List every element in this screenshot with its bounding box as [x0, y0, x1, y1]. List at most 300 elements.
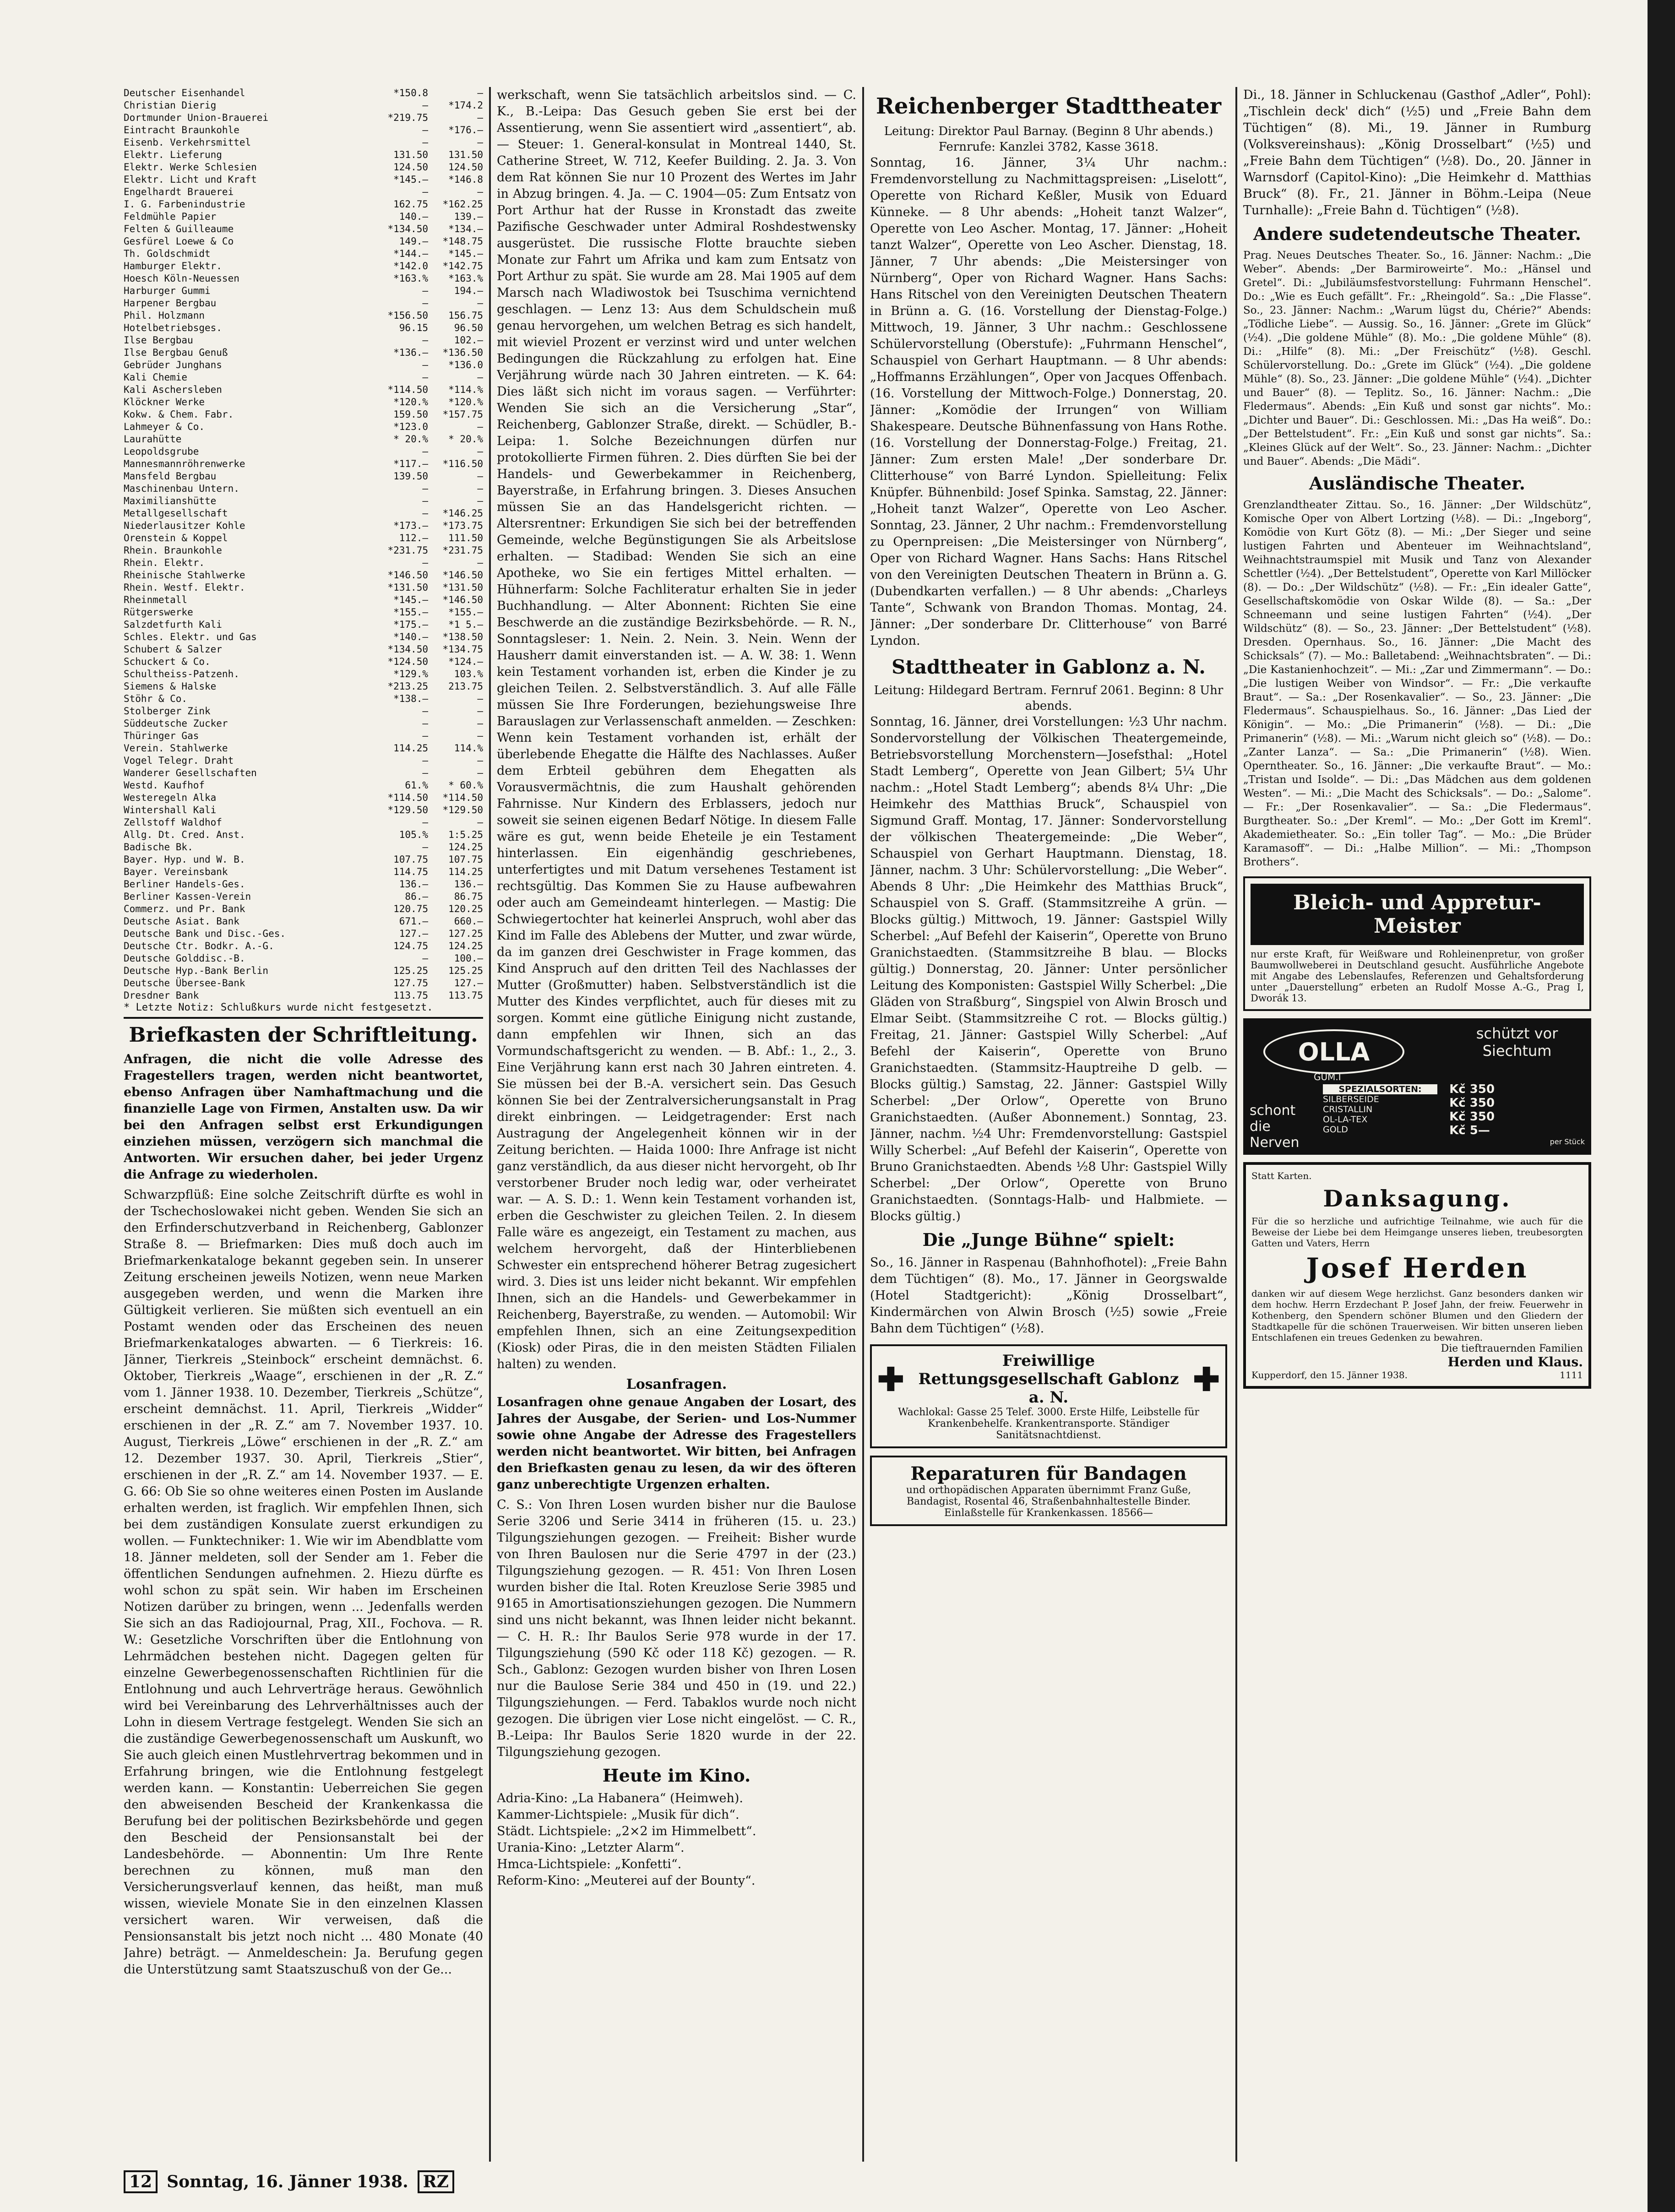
- stock-value: *176.—: [448, 125, 483, 136]
- dank-text2: danken wir auf diesem Wege herzlichst. Ganz besonders danken wir dem hochw. Herrn Erzdechant P. Josef Jahn, der freiw. Feuerwehr in Kothenberg, den Spendern schöner Blumen und den Gliedern der Stadtkapelle für die schönen Trauerweisen. Wir bitten unseren lieben Entschlafenen ein treues Gedenken zu bewahren.: [1251, 1288, 1583, 1343]
- stock-name: Th. Goldschmidt: [124, 248, 211, 259]
- stock-name: Dresdner Bank: [124, 990, 199, 1001]
- stock-value: *162.25: [442, 199, 483, 210]
- dank-place: Kupperdorf, den 15. Jänner 1938.: [1251, 1370, 1408, 1380]
- stock-name: Orenstein & Koppel: [124, 533, 228, 543]
- stock-value: —: [422, 186, 428, 197]
- stock-value: *129.%: [393, 668, 428, 679]
- stock-value: 102.—: [454, 335, 483, 346]
- stock-name: Westd. Kaufhof: [124, 780, 205, 791]
- stock-value: 139.—: [454, 211, 483, 222]
- stock-value: 86.—: [405, 891, 428, 902]
- stock-name: Rheinmetall: [124, 594, 188, 605]
- stock-name: Gesfürel Loewe & Co: [124, 236, 234, 247]
- stock-name: Klöckner Werke: [124, 397, 205, 408]
- stock-name: Schles. Elektr. und Gas: [124, 631, 257, 642]
- stock-value: —: [422, 100, 428, 111]
- stock-value: *146.25: [442, 508, 483, 519]
- stock-value: 120.25: [448, 903, 483, 914]
- stock-name: Engelhardt Brauerei: [124, 186, 234, 197]
- buehne-continued: Di., 18. Jänner in Schluckenau (Gasthof „Adler“, Pohl): „Tischlein deck' dich“ (½5) und „Freie Bahn dem Tüchtigen“ (8). Mi., 19. Jänner in Rumburg (Volksvereinshaus): „König Drosselbart“ (½5) und „Freie Bahn dem Tüchtigen“ (½8). Do., 20. Jänner in Warnsdorf (Capitol-Kino): „Die Heimkehr d. Matthias Bruck“ (8). Fr., 21. Jänner in Böhm.-Leipa (Neue Turnhalle): „Freie Bahn d. Tüchtigen“ (½8).: [1243, 88, 1591, 217]
- bleich-text: nur erste Kraft, für Weißware und Rohleinenpretur, von großer Baumwollweberei in Deutschland gesucht. Ausführliche Angebote mit Angabe des Lebenslaufes, Referenzen und Gehaltsforderung unter „Dauerstellung“ erbeten an Rudolf Mosse A.-G., Prag I, Dworák 13.: [1251, 949, 1584, 1004]
- stock-name: Gebrüder Junghans: [124, 359, 222, 370]
- stock-value: —: [422, 298, 428, 309]
- stock-value: 125.25: [448, 965, 483, 976]
- stock-value: *142.0: [393, 261, 428, 272]
- stock-name: Metallgesellschaft: [124, 508, 228, 519]
- stock-value: —: [422, 557, 428, 568]
- table-row: [124, 198, 483, 211]
- briefkasten-title: Briefkasten der Schriftleitung.: [129, 1023, 478, 1047]
- stock-value: 131.50: [393, 149, 428, 160]
- stock-value: *114.50: [442, 792, 483, 803]
- footer-mark: RZ: [418, 2170, 454, 2193]
- stock-value: *231.75: [387, 545, 428, 556]
- list-item: Kč 350: [1449, 1096, 1495, 1110]
- stock-value: 114.25: [393, 743, 428, 754]
- stock-value: 107.75: [393, 854, 428, 865]
- table-row: [124, 310, 483, 322]
- stock-value: —: [477, 483, 483, 494]
- stock-value: *134.—: [448, 223, 483, 234]
- stock-value: 114.25: [448, 866, 483, 877]
- table-row: [124, 891, 483, 903]
- list-item: Städt. Lichtspiele: „2×2 im Himmelbett“.: [497, 1824, 756, 1838]
- stock-value: *136.—: [393, 347, 428, 358]
- stock-value: 671.—: [399, 916, 428, 927]
- rettung-text: Wachlokal: Gasse 25 Telef. 3000. Erste Hilfe, Leibstelle für Krankenbehelfe. Krankentransporte. Ständiger Sanitätsnachtdienst.: [897, 1407, 1200, 1441]
- stock-value: 114.%: [454, 743, 483, 754]
- stock-value: *114.%: [448, 384, 483, 395]
- stock-value: *155.—: [448, 607, 483, 618]
- table-row: [124, 124, 483, 136]
- stock-value: *117.—: [393, 458, 428, 469]
- stock-name: Commerz. und Pr. Bank: [124, 903, 245, 914]
- stock-value: *1 5.—: [448, 619, 483, 630]
- page-number: 12: [124, 2170, 158, 2193]
- stock-value: *175.—: [393, 619, 428, 630]
- stock-name: Schultheiss-Patzenh.: [124, 668, 239, 679]
- stock-value: 113.75: [448, 990, 483, 1001]
- stock-value: *136.0: [448, 359, 483, 370]
- stock-value: —: [477, 767, 483, 778]
- stock-value: *174.2: [448, 100, 483, 111]
- stock-name: Elektr. Werke Schlesien: [124, 162, 257, 173]
- table-row: [124, 211, 483, 223]
- stock-value: *134.50: [387, 644, 428, 655]
- table-row: [124, 656, 483, 668]
- stock-value: *136.50: [442, 347, 483, 358]
- stock-value: —: [477, 137, 483, 148]
- stock-name: Deutsche Asiat. Bank: [124, 916, 239, 927]
- table-row: [124, 161, 483, 174]
- stock-value: —: [477, 298, 483, 309]
- olla-claim1: schützt vor Siechtum: [1476, 1025, 1558, 1060]
- stock-value: 1:5.25: [448, 829, 483, 840]
- table-row: [124, 668, 483, 680]
- stock-value: —: [477, 471, 483, 482]
- stock-value: 114.75: [393, 866, 428, 877]
- stock-value: *131.50: [442, 582, 483, 593]
- stock-name: Harburger Gummi: [124, 285, 211, 296]
- table-row: [124, 965, 483, 977]
- stock-name: Hamburger Elektr.: [124, 261, 222, 272]
- stock-value: 120.75: [393, 903, 428, 914]
- table-row: [124, 322, 483, 334]
- stock-value: —: [422, 137, 428, 148]
- column-stocks-letters: [124, 87, 483, 2162]
- stock-value: 140.—: [399, 211, 428, 222]
- list-item: Adria-Kino: „La Habanera“ (Heimweh).: [497, 1791, 743, 1805]
- stock-value: 107.75: [448, 854, 483, 865]
- table-row: [124, 458, 483, 470]
- table-row: [124, 285, 483, 297]
- table-row: [124, 112, 483, 124]
- table-row: [124, 223, 483, 235]
- stock-name: Phil. Holzmann: [124, 310, 205, 321]
- stock-value: —: [477, 718, 483, 729]
- gablonz-head: Leitung: Hildegard Bertram. Fernruf 2061. Beginn: 8 Uhr abends.: [874, 684, 1224, 713]
- stock-value: * 20.%: [393, 434, 428, 445]
- dank-head: Statt Karten.: [1251, 1170, 1312, 1181]
- stock-value: *142.75: [442, 261, 483, 272]
- table-row: [124, 495, 483, 507]
- column-rule: [489, 87, 491, 2162]
- lose-answers: C. S.: Von Ihren Losen wurden bisher nur die Baulose Serie 3206 und Serie 3414 in früheren (15. u. 23.) Tilgungsziehungen gezogen. — Freiheit: Bisher wurde von Ihren Baulosen nur die Serie 4797 in der (23.) Tilgungsziehung gezogen. — R. 451: Von Ihren Losen wurden bisher die Ital. Roten Kreuzlose Serie 3985 und 9165 in Amortisationsziehungen gezogen. Die Nummern sind uns nicht bekannt, was Ihnen leider nicht bekannt. — C. H. R.: Ihr Baulos Serie 978 wurde in der 17. Tilgungsziehung (590 Kč oder 118 Kč) gezogen. — R. Sch., Gablonz: Gezogen wurden bisher von Ihren Losen nur die Baulose Serie 384 und 450 in (19. und 22.) Tilgungsziehungen. — Ferd. Tabaklos wurde noch nicht gezogen. Die übrigen vier Lose nicht eingelöst. — C. R., B.-Leipa: Ihr Baulos Serie 1820 wurde in der 22. Tilgungsziehung gezogen.: [497, 1498, 856, 1759]
- table-row: [124, 693, 483, 705]
- list-item: Kč 350: [1449, 1082, 1495, 1096]
- stock-value: 127.—: [399, 928, 428, 939]
- bandagen-text: und orthopädischen Apparaten übernimmt Franz Guße, Bandagist, Rosental 46, Straßenbahnhaltestelle Binder. Einlaßstelle für Krankenkassen. 18566—: [906, 1484, 1191, 1519]
- stock-value: 136.—: [399, 879, 428, 890]
- table-row: [124, 643, 483, 656]
- stock-name: Rhein. Braunkohle: [124, 545, 222, 556]
- olla-claim2: schont die Nerven: [1250, 1103, 1300, 1151]
- stock-value: 149.—: [399, 236, 428, 247]
- bandagen-ad: [870, 1456, 1227, 1526]
- stock-value: 156.75: [448, 310, 483, 321]
- stock-value: *213.25: [387, 681, 428, 692]
- stock-name: Stolberger Zink: [124, 706, 211, 717]
- stock-value: *120.%: [393, 397, 428, 408]
- table-row: [124, 730, 483, 742]
- stock-name: Salzdetfurth Kali: [124, 619, 222, 630]
- table-row: [124, 260, 483, 272]
- stock-name: Rheinische Stahlwerke: [124, 570, 245, 581]
- stock-value: 125.25: [393, 965, 428, 976]
- stock-name: Bayer. Vereinsbank: [124, 866, 228, 877]
- stock-value: 100.—: [454, 953, 483, 964]
- letters-continued: werkschaft, wenn Sie tatsächlich arbeitslos sind. — C. K., B.-Leipa: Das Gesuch geben Sie erst bei der Assentierung, wenn Sie assentiert wird „assentiert“, ab. — Steuer: 1. General-konsulat in Montreal 1440, St. Catherine Street, W. 712, Keefer Building. 2. Ja. 3. Von dem Rat können Sie nur 10 Prozent des Wertes im Jahr in Abzug bringen. 4. Ja. — C. 1904—05: Zum Entsatz von Port Arthur hat der Russe in Kronstadt das zweite Pazifische Geschwader unter Admiral Roshdestwensky ausgerüstet. Die russische Flotte brauchte sieben Monate zur Fahrt um Afrika und kam zum Entsatz von Port Arthur zu spät. Sie wurde am 28. Mai 1905 auf dem Marsch nach Wladiwostok bei Tsuschima vernichtend geschlagen. — Lenz 13: Aus dem Schuldschein muß genau hervorgehen, um welchen Betrag es sich handelt, mit wieviel Prozent er verzinst wird und unter welchen Bedingungen die Rückzahlung zu erfolgen hat. Eine Verjährung würde nach 30 Jahren eintreten. — K. 64: Dies läßt sich nicht im voraus sagen. — Verführter: Wenden Sie sich an die Versicherung „Star“, Reichenberg, Gablonzer Straße, direkt. — Schüdler, B.-Leipa: 1. Solche Bezeichnungen dürfen nur protokollierte Firmen führen. 2. Dies dürften Sie bei der Handels- und Gewerbekammer in Reichenberg, Bayerstraße, in Erfahrung bringen. 3. Dieses Ansuchen müssen Sie an das Handelsgericht richten. — Altersrentner: Erkundigen Sie sich bei der betreffenden Gemeinde, welche Begünstigungen Sie als Arbeitslose erhalten. — Stadibad: Wenden Sie sich an eine Apotheke, wo Sie ein fertiges Mittel erhalten. — Hühnerfarm: Solche Fachliteratur erhalten Sie in jeder Buchhandlung. — Alter Abonnent: Richten Sie eine Beschwerde an die zuständige Bezirksbehörde. — R. N., Sonntagsleser: 1. Nein. 2. Nein. 3. Nein. Wenn der Hausherr damit einverstanden ist. — A. W. 38: 1. Wenn kein Testament vorhanden ist, erben die Kinder je zu gleichen Teilen. 2. Selbstverständlich. 3. Auf alle Fälle müssen Sie Ihre Forderungen, beziehungsweise Ihre Barauslagen zur Verlassenschaft anmelden. — Zeschken: Wenn kein Testament vorhanden ist, erhält der überlebende Ehegatte die Hälfte des Nachlasses. Außer dem Erbteil gebühren dem Ehegatten als Vorausvermächtnis, die zum Haushalt gehörenden Fahrnisse. Nur Kindern des Erblassers, jedoch nur soweit sie seinen eigenen Bedarf Nötige. In diesem Falle wäre es gut, wenn beide Eheteile je ein Testament hinterlassen. Ein eigenhändig geschriebenes, unterfertigtes und mit Datum versehenes Testament ist rechtsgültig. Das Kommen Sie zu Hause aufbewahren oder auch am Gemeindeamt hinterlegen. — Mastig: Die Schwiegertochter hat keinerlei Anspruch, wohl aber das Kind im Falle des Ablebens der Mutter, und zwar würde, da im ganzen drei Geschwister in Frage kommen, das Kind Anspruch auf den dritten Teil des Nachlasses der Mutter (Großmutter) haben. Selbstverständlich ist die Mutter des Kindes verpflichtet, auch für dieses mit zu sorgen. Kommt eine gütliche Einigung nicht zustande, dann empfehlen wir Ihnen, sich an das Vormundschaftsgericht zu wenden. — B. Abf.: 1., 2., 3. Eine Verjährung kann erst nach 30 Jahren eintreten. 4. Sie müssen bei der B.-A. versichert sein. Das Gesuch können Sie bei der Zentralversicherungsanstalt in Prag direkt einbringen. — Leidgetragender: Erst nach Austragung der Angelegenheit können wir in der Zeitung berichten. — Haida 1000: Ihre Anfrage ist nicht ganz verständlich, da aus dieser nicht hervorgeht, ob Ihr verstorbener Bruder noch ledig war, oder verheiratet war. — A. S. D.: 1. Wenn kein Testament vorhanden ist, erben die Geschwister zu gleichen Teilen. 2. In diesem Falle wäre es angezeigt, ein Testament zu machen, aus welchem hervorgeht, daß der Hinterbliebenen Schwester ein entsprechend höherer Betrag zugesichert wird. 3. Dies ist uns leider nicht bekannt. Wir empfehlen Ihnen, sich an die Handels- und Gewerbekammer in Reichenberg, Bayerstraße, zu wenden. — Automobil: Wir empfehlen Ihnen, sich an eine Zeitungsexpedition (Kiosk) oder Piras, die in den meisten Städten Filialen halten) zu wenden.: [497, 88, 856, 1371]
- stock-name: Kali Chemie: [124, 372, 188, 383]
- stock-name: Schubert & Salzer: [124, 644, 222, 655]
- stock-value: —: [422, 125, 428, 136]
- list-item: Kammer-Lichtspiele: „Musik für dich“.: [497, 1808, 740, 1822]
- table-row: [124, 767, 483, 779]
- stock-value: 86.75: [454, 891, 483, 902]
- table-row: [124, 544, 483, 557]
- gablonz-program: Sonntag, 16. Jänner, drei Vorstellungen: ½3 Uhr nachm. Sondervorstellung der Völkischen Theatergemeinde, Betriebsvorstellung Morchenstern—Josefsthal: „Hotel Stadt Lemberg“, Operette von Jean Gilbert; 5¼ Uhr nachm.: „Hotel Stadt Lemberg“; abends 8¼ Uhr: „Die Heimkehr des Matthias Bruck“, Schauspiel von Sigmund Graff. Montag, 17. Jänner: Sondervorstellung der völkischen Theatergemeinde: „Die Weber“, Schauspiel von Gerhart Hauptmann. Dienstag, 18. Jänner, nachm. 3 Uhr: Schülervorstellung: „Die Weber“. Abends 8 Uhr: „Die Heimkehr des Matthias Bruck“, Schauspiel von S. Graff. (Stammsitzreihe A grün. — Blocks gültig.) Mittwoch, 19. Jänner: Gastspiel Willy Scherbel: „Auf Befehl der Kaiserin“, Operette von Bruno Granichstaedten. (Stammsitzreihe B blau. — Blocks gültig.) Donnerstag, 20. Jänner: Unter persönlicher Leitung des Komponisten: Gastspiel Willy Scherbel: „Die Gläden von Straßburg“, Singspiel von Alwin Brosch und Elmar Seibt. (Stammsitzreihe C rot. — Blocks gültig.) Freitag, 21. Jänner: Gastspiel Willy Scherbel: „Auf Befehl der Kaiserin“, Operette von Bruno Granichstaedten. (Stammsitz-Hauptreihe D gelb. — Blocks gültig.) Samstag, 22. Jänner: Gastspiel Willy Scherbel: „Der Orlow“, Operette von Bruno Granichstaedten. (Außer Abonnement.) Sonntag, 23. Jänner, nachm. ½4 Uhr: Fremdenvorstellung: Gastspiel Willy Scherbel: „Auf Befehl der Kaiserin“, Operette von Bruno Granichstaedten. Abends ½8 Uhr: Gastspiel Willy Scherbel: „Der Orlow“, Operette von Bruno Granichstaedten. (Sonntags-Halb- und Halbmiete. — Blocks gültig.): [870, 715, 1227, 1223]
- stock-value: —: [422, 730, 428, 741]
- stock-value: 127.75: [393, 978, 428, 989]
- stock-table: [124, 87, 483, 1002]
- stock-name: Deutsche Übersee-Bank: [124, 978, 245, 989]
- stock-value: 61.%: [405, 780, 428, 791]
- page-edge-shadow: [1648, 0, 1675, 2212]
- stock-value: —: [477, 186, 483, 197]
- stock-name: Eisenb. Verkehrsmittel: [124, 137, 251, 148]
- stock-value: *124.50: [387, 656, 428, 667]
- list-item: Hmca-Lichtspiele: „Konfetti“.: [497, 1857, 682, 1871]
- stock-value: *138.50: [442, 631, 483, 642]
- stock-name: Lahmeyer & Co.: [124, 421, 205, 432]
- stock-value: —: [477, 557, 483, 568]
- buehne-program: So., 16. Jänner in Raspenau (Bahnhofhotel): „Freie Bahn dem Tüchtigen“ (8). Mo., 17. Jänner in Georgswalde (Hotel Stadtgericht): „König Drosselbart“, Kindermärchen von Alwin Brosch (½5) sowie „Freie Bahn dem Tüchtigen“ (½8).: [870, 1255, 1227, 1336]
- briefkasten-intro: Anfragen, die nicht die volle Adresse des Fragestellers tragen, werden nicht beantwortet, ebenso Anfragen über Namhaftmachung und die finanzielle Lage von Firmen, Anstalten usw. Da wir bei den Anfragen selbst erst Erkundigungen einziehen müssen, verzögern sich manchmal die Antworten. Wir ersuchen daher, bei jeder Urgenz die Anfrage zu wiederholen.: [124, 1052, 483, 1182]
- stock-value: 124.25: [448, 842, 483, 853]
- table-row: [124, 396, 483, 408]
- table-row: [124, 446, 483, 458]
- andere-program: Prag. Neues Deutsches Theater. So., 16. Jänner: Nachm.: „Die Weber“. Abends: „Der Barmiroweirte“. Mo.: „Hänsel und Gretel“. Di.: „Jubiläumsfestvorstellung: Fuhrmann Henschel“. Do.: „Wie es Euch gefällt“. Fr.: „Rheingold“. Sa.: „Die Flasse“. So., 23. Jänner: Nachm.: „Warum lügst du, Chérie?“ Abends: „Tödliche Liebe“. — Aussig. So., 16. Jänner: „Grete im Glück“ (½4). „Die goldene Mühle“ (8). Mo.: „Die goldene Mühle“ (8). Di.: „Hilfe“ (8). Mi.: „Der Freischütz“ (½8). Geschl. Schülervorstellung. Do.: „Grete im Glück“ (½4). „Die goldene Mühle“ (8). So., 23. Jänner: „Die goldene Mühle“ (½4). „Dichter und Bauer“ (8). — Teplitz. So., 16. Jänner: Nachm.: „Die Fledermaus“. Abends: „Ein Kuß und sonst gar nichts“. Mo.: „Dichter und Bauer“. Di.: Geschlossen. Mi.: „Das Ha weiß“. Do.: „Der Bettelstudent“. Fr.: „Ein Kuß und sonst gar nichts“. Sa.: „Kleines Glück auf der Welt“. So., 23. Jänner: Nachm.: „Dichter und Bauer“. Abends: „Die Mädi“.: [1243, 250, 1591, 467]
- olla-unit: per Stück: [1550, 1137, 1585, 1146]
- table-row: [124, 977, 483, 989]
- table-row: [124, 779, 483, 792]
- table-row: [124, 878, 483, 891]
- stock-value: 105.%: [399, 829, 428, 840]
- cross-icon: ✚: [1193, 1360, 1220, 1398]
- stock-value: 213.75: [448, 681, 483, 692]
- stock-value: *156.50: [387, 310, 428, 321]
- list-item: Urania-Kino: „Letzter Alarm“.: [497, 1841, 685, 1855]
- stock-value: —: [477, 372, 483, 383]
- stock-value: 127.25: [448, 928, 483, 939]
- stock-name: Kokw. & Chem. Fabr.: [124, 409, 234, 420]
- danksagung-ad: [1243, 1162, 1591, 1389]
- stock-name: Felten & Guilleaume: [124, 223, 234, 234]
- stock-name: Elektr. Licht und Kraft: [124, 174, 257, 185]
- stock-name: Deutscher Eisenhandel: [124, 87, 245, 98]
- list-item: OL-LA-TEX: [1323, 1114, 1368, 1125]
- stock-value: 194.—: [454, 285, 483, 296]
- dank-family: Die tieftrauernden Familien: [1441, 1343, 1583, 1354]
- stock-value: 124.50: [393, 162, 428, 173]
- stock-value: * 20.%: [448, 434, 483, 445]
- stock-value: 162.75: [393, 199, 428, 210]
- stock-value: *129.50: [442, 804, 483, 815]
- stock-name: Kali Aschersleben: [124, 384, 222, 395]
- stock-value: 124.25: [448, 940, 483, 951]
- table-row: [124, 952, 483, 965]
- bandagen-title: Reparaturen für Bandagen: [910, 1463, 1187, 1484]
- footer-date: Sonntag, 16. Jänner 1938.: [167, 2172, 408, 2191]
- table-row: [124, 408, 483, 421]
- stock-value: —: [477, 446, 483, 457]
- stock-value: *131.50: [387, 582, 428, 593]
- column-rule: [1235, 87, 1237, 2162]
- stock-value: * 60.%: [448, 780, 483, 791]
- stock-name: Mannesmannröhrenwerke: [124, 458, 245, 469]
- stock-value: *140.—: [393, 631, 428, 642]
- stock-value: *146.50: [442, 570, 483, 581]
- stock-value: —: [422, 706, 428, 717]
- stock-value: —: [422, 372, 428, 383]
- table-row: [124, 421, 483, 433]
- stock-value: 660.—: [454, 916, 483, 927]
- page-footer: [124, 2170, 483, 2193]
- table-row: [124, 532, 483, 544]
- stock-name: Schuckert & Co.: [124, 656, 211, 667]
- stock-value: 159.50: [393, 409, 428, 420]
- stock-name: Laurahütte: [124, 434, 182, 445]
- stock-value: 127.—: [454, 978, 483, 989]
- andere-title: Andere sudetendeutsche Theater.: [1253, 223, 1582, 244]
- table-row: [124, 792, 483, 804]
- stock-name: Wanderer Gesellschaften: [124, 767, 257, 778]
- table-row: [124, 248, 483, 260]
- olla-tag: GUM.I: [1314, 1071, 1341, 1082]
- list-item: CRISTALLIN: [1323, 1104, 1373, 1114]
- table-row: [124, 903, 483, 915]
- stock-value: —: [422, 495, 428, 506]
- stock-value: —: [422, 359, 428, 370]
- table-row: [124, 619, 483, 631]
- stock-name: Westeregeln Alka: [124, 792, 217, 803]
- table-row: [124, 928, 483, 940]
- table-row: [124, 989, 483, 1002]
- column-letters-kino: werkschaft, wenn Sie tatsächlich arbeitslos sind. — C. K., B.-Leipa: Das Gesuch geben Sie erst bei der Assentierung, wenn Sie assentiert wird „assentiert“, ab. — Steuer: 1. General-konsulat in Montreal 1440, St. Catherine Street, W. 712, Keefer Building. 2. Ja. 3. Von dem Rat können Sie nur 10 Prozent des Wertes im Jahr in Abzug bringen. 4. Ja. — C. 1904—05: Zum Entsatz von Port Arthur hat der Russe in Kronstadt das zweite Pazifische Geschwader unter Admiral Roshdestwensky ausgerüstet. Die russische Flotte brauchte sieben Monate zur Fahrt um Afrika und kam zum Entsatz von Port Arthur zu spät. Sie wurde am 28. Mai 1905 auf dem Marsch nach Wladiwostok bei Tsuschima vernichtend geschlagen. — Lenz 13: Aus dem Schuldschein muß genau hervorgehen, um welchen Betrag es sich handelt, mit wieviel Prozent er verzinst wird und unter welchen Bedingungen die Rückzahlung zu erfolgen hat. Eine Verjährung würde nach 30 Jahren eintreten. — K. 64: Dies läßt sich nicht im voraus sagen. — Verführter: Wenden Sie sich an die Versicherung „Star“, Reichenberg, Gablonzer Straße, direkt. — Schüdler, B.-Leipa: 1. Solche Bezeichnungen dürfen nur protokollierte Firmen führen. 2. Dies dürften Sie bei der Handels- und Gewerbekammer in Reichenberg, Bayerstraße, in Erfahrung bringen. 3. Dieses Ansuchen müssen Sie an das Handelsgericht richten. — Altersrentner: Erkundigen Sie sich bei der betreffenden Gemeinde, welche Begünstigungen Sie als Arbeitslose erhalten. — Stadibad: Wenden Sie sich an eine Apotheke, wo Sie ein fertiges Mittel erhalten. — Hühnerfarm: Solche Fachliteratur erhalten Sie in jeder Buchhandlung. — Alter Abonnent: Richten Sie eine Beschwerde an die zuständige Bezirksbehörde. — R. N., Sonntagsleser: 1. Nein. 2. Nein. 3. Nein. Wenn der Hausherr damit einverstanden ist. — A. W. 38: 1. Wenn kein Testament vorhanden ist, erben die Kinder je zu gleichen Teilen. 2. Selbstverständlich. 3. Auf alle Fälle müssen Sie Ihre Forderungen, beziehungsweise Ihre Barauslagen zur Verlassenschaft anmelden. — Zeschken: Wenn kein Testament vorhanden ist, erhält der überlebende Ehegatte die Hälfte des Nachlasses. Außer dem Erbteil gebühren dem Ehegatten als Vorausvermächtnis, die zum Haushalt gehörenden Fahrnisse. Nur Kindern des Erblassers, jedoch nur soweit sie seinen eigenen Bedarf Nötige. In diesem Falle wäre es gut, wenn beide Eheteile je ein Testament hinterlassen. Ein eigenhändig geschriebenes, unterfertigtes und mit Datum versehenes Testament ist rechtsgültig. Das Kommen Sie zu Hause aufbewahren oder auch am Gemeindeamt hinterlegen. — Mastig: Die Schwiegertochter hat keinerlei Anspruch, wohl aber das Kind im Falle des Ablebens der Mutter, und zwar würde, da im ganzen drei Geschwister in Frage kommen, das Kind Anspruch auf den dritten Teil des Nachlasses der Mutter (Großmutter) haben. Selbstverständlich ist die Mutter des Kindes verpflichtet, auch für dieses mit zu sorgen. Kommt eine gütliche Einigung nicht zustande, dann empfehlen wir Ihnen, sich an das Vormundschaftsgericht zu wenden. — B. Abf.: 1., 2., 3. Eine Verjährung kann erst nach 30 Jahren eintreten. 4. Sie müssen bei der B.-A. versichert sein. Das Gesuch können Sie bei der Zentralversicherungsanstalt in Prag direkt einbringen. — Leidgetragender: Erst nach Austragung der Angelegenheit können wir in der Zeitung berichten. — Haida 1000: Ihre Anfrage ist nicht ganz verständlich, da aus dieser nicht hervorgeht, ob Ihr verstorbener Bruder noch ledig war, oder verheiratet war. — A. S. D.: 1. Wenn kein Testament vorhanden ist, erben die Geschwister zu gleichen Teilen. 2. In diesem Falle wäre es angezeigt, ein Testament zu machen, aus welchem hervorgeht, daß der Hinterbliebenen Schwester ein entsprechend höherer Betrag zugesichert wird. 3. Dies ist uns leider nicht bekannt. Wir empfehlen Ihnen, sich an die Handels- und Gewerbekammer in Reichenberg, Bayerstraße, zu wenden. — Automobil: Wir empfehlen Ihnen, sich an eine Zeitungsexpedition (Kiosk) oder Piras, die in den meisten Städten Filialen halten) zu wenden. Losanfragen. Losanfragen ohne genaue Angaben der Losart, des Jahres der Ausgabe, der Serien- und Los-Nummer sowie ohne Angabe der Adresse des Fragestellers werden nicht beantwortet. Wir bitten, bei Anfragen den Briefkasten genau zu lesen, da wir des öfteren ganz unberechtigte Urgenzen erhalten. C. S.: Von Ihren Losen wurden bisher nur die Baulose Serie 3206 und Serie 3414 in früheren (15. u. 23.) Tilgungsziehungen gezogen. — Freiheit: Bisher wurde von Ihren Baulosen nur die Serie 4797 in der (23.) Tilgungsziehung gezogen. — R. 451: Von Ihren Losen wurden bisher die Ital. Roten Kreuzlose Serie 3985 und 9165 in Amortisationsziehungen gezogen. Die Nummern sind uns nicht bekannt, was Ihnen leider nicht bekannt. — C. H. R.: Ihr Baulos Serie 978 wurde in der 17. Tilgungsziehung (590 Kč oder 118 Kč) gezogen. — R. Sch., Gablonz: Gezogen wurden bisher von Ihren Losen nur die Baulose Serie 384 und 450 in (19. und 22.) Tilgungsziehungen. — Ferd. Tabaklos wurde noch nicht gezogen. Die übrigen vier Lose nicht eingelöst. — C. R., B.-Leipa: Ihr Baulos Serie 1820 wurde in der 22. Tilgungsziehung gezogen. Heute im Kino. Adria-Kino: „La Habanera“ (Heimweh). Kammer-Lichtspiele: „Musik für dich“. Städt. Lichtspiele: „2×2 im Himmelbett“. Urania-Kino: „Letzter Alarm“. Hmca-Lichtspiele: „Konfetti“. Reform-Kino: „Meuterei auf der Bounty“.: [497, 87, 856, 2162]
- stock-name: Stöhr & Co.: [124, 693, 188, 704]
- stock-name: Rhein. Elektr.: [124, 557, 205, 568]
- olla-prices: [1449, 1082, 1585, 1137]
- dank-text1: Für die so herzliche und aufrichtige Teilnahme, wie auch für die Beweise der Liebe bei dem Heimgange unseres lieben, treubesorgten Gatten und Vaters, Herrn: [1251, 1216, 1583, 1249]
- stock-name: Rhein. Westf. Elektr.: [124, 582, 245, 593]
- stock-value: —: [422, 767, 428, 778]
- table-row: [124, 272, 483, 285]
- rettung-ad: [870, 1344, 1227, 1448]
- stock-value: —: [477, 495, 483, 506]
- bleich-ad: [1243, 876, 1591, 1011]
- stock-name: Berliner Kassen-Verein: [124, 891, 251, 902]
- list-item: Reform-Kino: „Meuterei auf der Bounty“.: [497, 1874, 756, 1888]
- stock-value: 103.%: [454, 668, 483, 679]
- stock-value: *148.75: [442, 236, 483, 247]
- gablonz-title: Stadttheater in Gablonz a. N.: [892, 656, 1206, 678]
- stock-value: —: [477, 817, 483, 828]
- stock-value: 112.—: [399, 533, 428, 543]
- stock-name: Harpener Bergbau: [124, 298, 217, 309]
- olla-logo: OLLA: [1263, 1029, 1404, 1074]
- stock-name: Eintracht Braunkohle: [124, 125, 239, 136]
- stock-name: Deutsche Ctr. Bodkr. A.-G.: [124, 940, 274, 951]
- stock-name: Thüringer Gas: [124, 730, 199, 741]
- table-row: [124, 136, 483, 149]
- cross-icon: ✚: [877, 1360, 904, 1398]
- table-row: [124, 853, 483, 866]
- stock-value: *124.—: [448, 656, 483, 667]
- kino-list: [497, 1790, 856, 1889]
- stock-value: *219.75: [387, 112, 428, 123]
- briefkasten-text: Schwarzpflüß: Eine solche Zeitschrift dürfte es wohl in der Tschechoslowakei nicht geben. Wenden Sie sich an den Erfinderschutzverband in Reichenberg, Gablonzer Straße 8. — Briefmarken: Dies muß doch auch im Briefmarkenkataloge bekannt gegeben sein. In unserer Zeitung erscheinen jeweils Notizen, wenn neue Marken ausgegeben werden, und wenn die Marken ihre Gültigkeit verlieren. Sie müßten sich eventuell an ein Postamt wenden oder das Erscheinen des neuen Briefmarkenkataloges abwarten. — 6 Tierkreis: 16. Jänner, Tierkreis „Steinbock“ erscheint demnächst. 6. Oktober, Tierkreis „Waage“, erschienen in der „R. Z.“ vom 1. Jänner 1938. 10. Dezember, Tierkreis „Schütze“, erscheint demnächst. 11. April, Tierkreis „Widder“ erschienen in der „R. Z.“ am 7. November 1937. 10. August, Tierkreis „Löwe“ erschienen in der „R. Z.“ am 12. Dezember 1937. 30. April, Tierkreis „Stier“, erschienen in der „R. Z.“ am 14. November 1937. — E. G. 66: Ob Sie so ohne weiteres einen Posten im Auslande erhalten werden, ist fraglich. Wir empfehlen Ihnen, sich bei dem zuständigen Konsulate zuerst erkundigen zu wollen. — Funktechniker: 1. Wie wir im Abendblatte vom 18. Jänner meldeten, soll der Sender am 1. Feber die öffentlichen Sendungen aufnehmen. 2. Hiezu dürfte es wohl schon zu spät sein. Wir haben im Erscheinen Notizen darüber zu bringen, wenn ... Jedenfalls werden Sie sich an das Radiojournal, Prag, XII., Fochova. — R. W.: Gesetzliche Vorschriften über die Entlohnung von Lehrmädchen bestehen nicht. Dagegen gelten für einzelne Gewerbegenossenschaften Richtlinien für die Entlohnung und auch Lehrverträge heraus. Gewöhnlich wird bei Vereinbarung des Lehrverhältnisses auch der Lohn in diesem Vertrage festgelegt. Wenden Sie sich an die zuständige Gewerbegenossenschaft um Auskunft, wo Sie auch gleich einen Mustlehrvertrag bekommen und in Erfahrung bringen, wie die Entlohnung festgelegt werden kann. — Konstantin: Ueberreichen Sie gegen den abweisenden Bescheid der Krankenkassa die Berufung bei der politischen Bezirksbehörde und gegen den Bescheid der Pensionsanstalt bei der Landesbehörde. — Abonnentin: Um Ihre Rente berechnen zu können, muß man den Versicherungsverlauf kennen, das heißt, man muß wissen, wieviele Monate Sie in den einzelnen Klassen versichert waren. Wir verweisen, daß die Pensionsanstalt bis jetzt noch nicht ... 480 Monate (40 Jahre) beträgt. — Anmeldeschein: Ja. Berufung gegen die Unterstützung samt Staatszuschuß von der Ge...: [124, 1188, 483, 1977]
- stock-value: —: [422, 285, 428, 296]
- stock-value: *123.0: [393, 421, 428, 432]
- table-row: [124, 915, 483, 928]
- stock-value: *146.50: [387, 570, 428, 581]
- table-row: [124, 866, 483, 878]
- stock-value: *114.50: [387, 384, 428, 395]
- table-row: [124, 359, 483, 371]
- table-row: [124, 99, 483, 112]
- stock-value: *173.75: [442, 520, 483, 531]
- stock-value: —: [422, 508, 428, 519]
- stock-value: 111.50: [448, 533, 483, 543]
- stock-name: Badische Bk.: [124, 842, 193, 853]
- stock-value: *116.50: [442, 458, 483, 469]
- table-row: [124, 680, 483, 693]
- stock-value: *146.50: [442, 594, 483, 605]
- table-row: [124, 520, 483, 532]
- stock-value: *163.%: [393, 273, 428, 284]
- table-row: [124, 507, 483, 520]
- table-row: [124, 816, 483, 829]
- table-row: [124, 804, 483, 816]
- stock-name: Süddeutsche Zucker: [124, 718, 228, 729]
- table-row: [124, 594, 483, 606]
- stock-name: Ilse Bergbau: [124, 335, 193, 346]
- stock-value: 96.50: [454, 322, 483, 333]
- stock-value: —: [477, 730, 483, 741]
- stock-value: *155.—: [393, 607, 428, 618]
- table-row: [124, 87, 483, 99]
- table-row: [124, 841, 483, 853]
- stock-value: —: [422, 335, 428, 346]
- stock-value: —: [477, 421, 483, 432]
- stock-name: Siemens & Halske: [124, 681, 217, 692]
- table-row: [124, 384, 483, 396]
- stock-value: *163.%: [448, 273, 483, 284]
- stock-name: Deutsche Golddisc.-B.: [124, 953, 245, 964]
- buehne-title: Die „Junge Bühne“ spielt:: [922, 1229, 1175, 1250]
- stock-name: I. G. Farbenindustrie: [124, 199, 245, 210]
- stock-name: Hoesch Köln-Neuessen: [124, 273, 239, 284]
- stock-value: 131.50: [448, 149, 483, 160]
- table-row: [124, 755, 483, 767]
- stock-value: 139.50: [393, 471, 428, 482]
- table-row: [124, 371, 483, 384]
- table-row: [124, 606, 483, 619]
- theatre-program: Sonntag, 16. Jänner, 3¼ Uhr nachm.: Fremdenvorstellung zu Nachmittagspreisen: „Liselott“, Operette von Richard Keßler, Musik von Eduard Künneke. — 8 Uhr abends: „Hoheit tanzt Walzer“, Operette von Leo Ascher. Montag, 17. Jänner: „Hoheit tanzt Walzer“, Operette von Leo Ascher. Dienstag, 18. Jänner, 7 Uhr abends: „Die Meistersinger von Nürnberg“, Oper von Richard Wagner. Hans Sachs: Hans Ritschel von den Vereinigten Deutschen Theatern in Brünn a. G. (16. Vorstellung der Dienstag-Folge.) Mittwoch, 19. Jänner, 3 Uhr nachm.: Geschlossene Schülervorstellung (Oberstufe): „Fuhrmann Henschel“, Schauspiel von Gerhart Hauptmann. — 8 Uhr abends: „Hoffmanns Erzählungen“, Oper von Jacques Offenbach. (16. Vorstellung der Mittwoch-Folge.) Donnerstag, 20. Jänner: „Komödie der Irrungen“ von William Shakespeare. Deutsche Bühnenfassung von Hans Rothe. (16. Vorstellung der Donnerstag-Folge.) Freitag, 21. Jänner: Zum ersten Male! „Der sonderbare Dr. Clitterhouse“ von Barré Lyndon. Spielleitung: Felix Knüpfer. Bühnenbild: Josef Spinka. Samstag, 22. Jänner: „Hoheit tanzt Walzer“, Operette von Leo Ascher. Sonntag, 23. Jänner, 2 Uhr nachm.: Fremdenvorstellung zu Opernpreisen: „Die Meistersinger von Nürnberg“, Oper von Richard Wagner. Hans Sachs: Hans Ritschel von den Vereinigten Deutschen Theatern in Brünn a. G. (Dubendkarten verfallen.) — 8 Uhr abends: „Charleys Tante“, Schwank von Brandon Thomas. Montag, 24. Jänner: „Der sonderbare Dr. Clitterhouse“ von Barré Lyndon.: [870, 156, 1227, 648]
- stock-value: —: [477, 755, 483, 766]
- stock-value: —: [477, 706, 483, 717]
- table-row: [124, 717, 483, 730]
- stock-value: *145.—: [393, 594, 428, 605]
- stock-value: 113.75: [393, 990, 428, 1001]
- stock-name: Vogel Telegr. Draht: [124, 755, 234, 766]
- stock-value: *134.75: [442, 644, 483, 655]
- stock-name: Christian Dierig: [124, 100, 217, 111]
- list-item: SILBERSEIDE: [1323, 1094, 1379, 1104]
- stock-value: *231.75: [442, 545, 483, 556]
- stock-value: —: [422, 817, 428, 828]
- stock-name: Maximilianshütte: [124, 495, 217, 506]
- table-row: [124, 470, 483, 483]
- table-row: [124, 186, 483, 198]
- ausland-title: Ausländische Theater.: [1309, 473, 1525, 494]
- stock-name: Elektr. Lieferung: [124, 149, 222, 160]
- stock-value: *138.—: [393, 693, 428, 704]
- stock-name: Bayer. Hyp. und W. B.: [124, 854, 245, 865]
- table-row: [124, 174, 483, 186]
- stock-value: *157.75: [442, 409, 483, 420]
